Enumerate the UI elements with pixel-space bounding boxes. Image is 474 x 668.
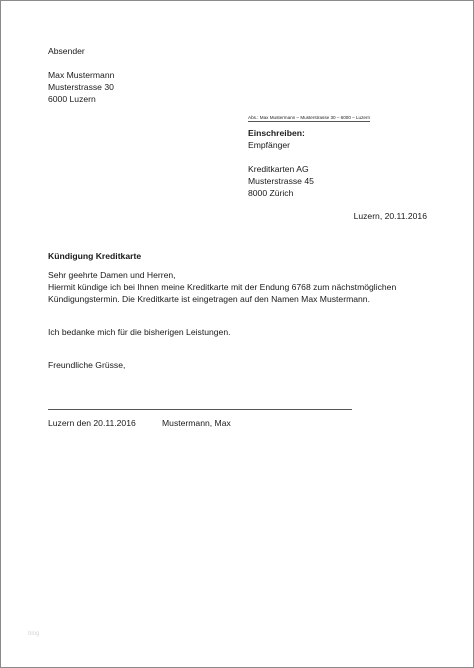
- sender-block: [48, 45, 114, 105]
- sender-name: Max Mustermann: [48, 70, 115, 80]
- return-address-line: Abs.: Max Mustermann – Musterstrasse 30 – 6000 – Luzern: [248, 115, 371, 120]
- watermark-text: blog: [28, 631, 40, 637]
- signature-line: [48, 409, 352, 410]
- sender-street: Musterstrasse 30: [48, 82, 114, 92]
- body-line-1: Hiermit kündige ich bei Ihnen meine Kreditkarte mit der Endung 6768 zum nächstmöglichen: [48, 282, 397, 292]
- recipient-city: 8000 Zürich: [248, 188, 294, 198]
- registered-mail-label: Einschreiben:: [248, 128, 305, 138]
- recipient-company: Kreditkarten AG: [248, 164, 309, 174]
- sender-label: Absender: [48, 46, 85, 56]
- signature-name: Mustermann, Max: [162, 418, 231, 428]
- recipient-street: Musterstrasse 45: [248, 176, 314, 186]
- salutation: Sehr geehrte Damen und Herren,: [48, 270, 176, 280]
- letter-subject: Kündigung Kreditkarte: [48, 251, 142, 261]
- recipient-label: Empfänger: [248, 140, 291, 150]
- signature-place-date: Luzern den 20.11.2016: [48, 418, 136, 428]
- letter-body: [48, 269, 396, 371]
- body-line-2: Kündigungstermin. Die Kreditkarte ist eingetragen auf den Namen Max Mustermann.: [48, 294, 370, 304]
- thanks-line: Ich bedanke mich für die bisherigen Leistungen.: [48, 327, 231, 337]
- letter-date: Luzern, 20.11.2016: [353, 211, 427, 221]
- sender-city: 6000 Luzern: [48, 94, 96, 104]
- recipient-block: [248, 127, 314, 199]
- closing-line: Freundliche Grüsse,: [48, 360, 126, 370]
